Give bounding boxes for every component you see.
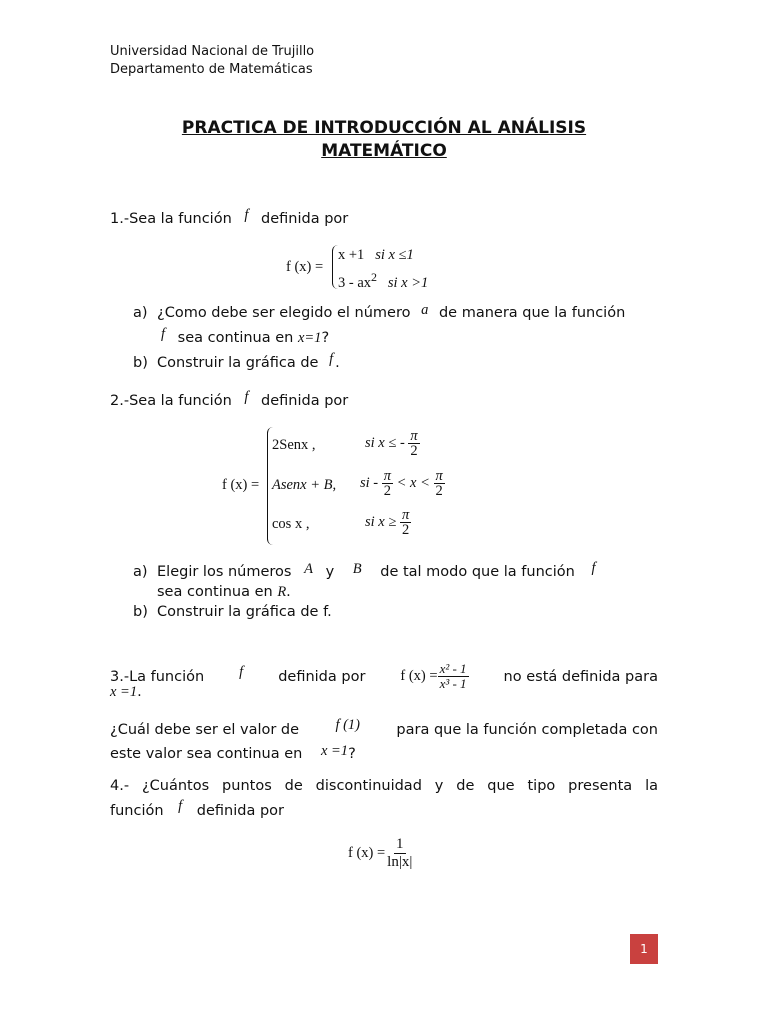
problem-3-line1: 3.-La función f definida por f (x) = $\frac{\text{x² - 1}}{\text{x³ - 1}}$ no está definida para — [110, 661, 658, 691]
p3-formula: f (x) = $\frac{\text{x² - 1}}{\text{x³ - 1}}$ — [400, 661, 467, 691]
p2-item-a-label: a) — [133, 564, 148, 580]
problem-4-line1: 4.- ¿Cuántos puntos de discontinuidad y de que tipo presenta la — [110, 778, 658, 794]
p1-function-lhs: f (x) = — [286, 259, 324, 275]
p2-case-2-cond: si - $\frac{\pi}{2}$ < x < $\frac{\pi}{2}$ — [360, 468, 443, 499]
p2-case-3-cond: si x ≥ $\frac{\pi}{2}$ — [365, 507, 410, 538]
problem-1-intro: 1.-Sea la función f definida por — [110, 207, 349, 227]
p2-item-b-text: Construir la gráfica de f. — [157, 604, 332, 620]
p2-item-a-line2: sea continua en R. — [157, 584, 291, 600]
p1-case-1: x +1 si x ≤1 — [338, 247, 414, 263]
p1-item-a-label: a) — [133, 305, 148, 321]
document-title-line1: PRACTICA DE INTRODUCCIÓN AL ANÁLISIS — [181, 118, 587, 138]
problem-3-question-line2: este valor sea continua en x =1? — [110, 743, 356, 762]
p2-function-lhs: f (x) = — [222, 477, 260, 493]
p2-item-a-line1: Elegir los números A y B de tal modo que la función f — [157, 560, 596, 580]
problem-2-intro: 2.-Sea la función f definida por — [110, 389, 349, 409]
university-name: Universidad Nacional de Trujillo — [110, 44, 315, 59]
p2-case-3-expr: cos x , — [272, 516, 310, 532]
p1-case-2: $3 - ax^2$ si x >1 — [338, 270, 429, 291]
p1-item-a-line1: ¿Como debe ser elegido el número a de manera que la función — [157, 302, 626, 321]
p2-case-2-expr: Asenx + B, — [272, 477, 337, 493]
p1-item-a-line2: f sea continua en x=1? — [161, 326, 330, 346]
p2-item-b-label: b) — [133, 604, 148, 620]
document-title-line2: MATEMÁTICO — [321, 141, 447, 161]
problem-3-question-line1: ¿Cuál debe ser el valor de f (1) para que la función completada con — [110, 717, 658, 738]
p2-case-1-cond: si x ≤ - $\frac{\pi}{2}$ — [365, 428, 418, 459]
department-name: Departamento de Matemáticas — [110, 62, 313, 77]
p2-case-1-expr: 2Senx , — [272, 437, 316, 453]
page-number-badge: 1 — [630, 934, 658, 964]
p1-item-b-text: Construir la gráfica de f . — [157, 351, 340, 371]
p1-item-b-label: b) — [133, 355, 148, 371]
p4-formula: f (x) = $\frac{1}{\ln|x|}$ — [348, 836, 413, 870]
problem-4-line2: función f definida por — [110, 798, 285, 819]
problem-3-line2: x =1. — [110, 684, 142, 700]
